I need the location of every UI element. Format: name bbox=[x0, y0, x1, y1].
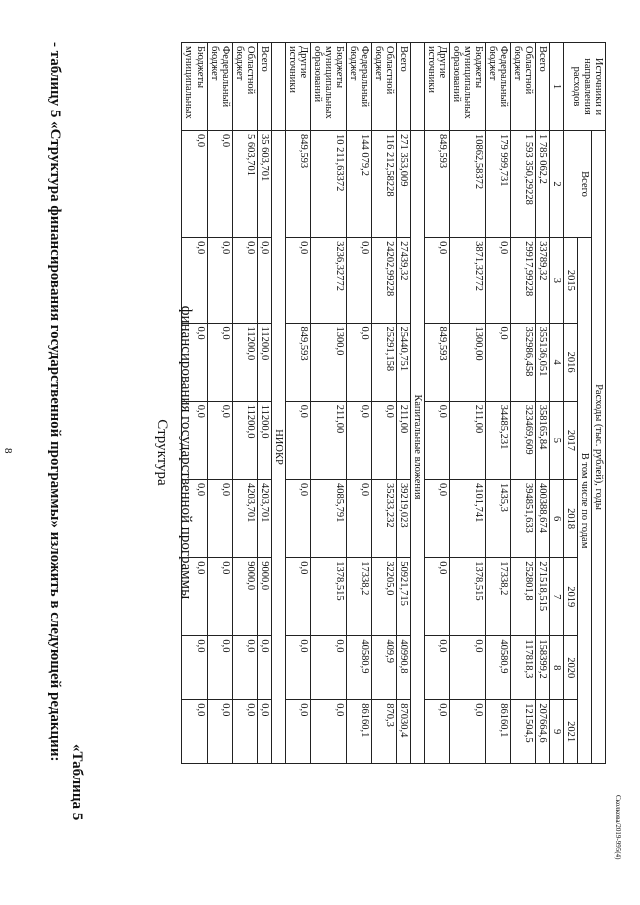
table-cell: 849,593 bbox=[285, 323, 310, 401]
header-year: 2020 bbox=[563, 636, 577, 700]
table-cell: 0,0 bbox=[449, 700, 485, 764]
table-cell: 0,0 bbox=[257, 700, 271, 764]
table-cell: 0,0 bbox=[346, 479, 371, 557]
table-cell: 121504,5 bbox=[510, 700, 535, 764]
table-cell: 409,9 bbox=[371, 636, 396, 700]
section-row bbox=[410, 43, 424, 764]
row-label: Федеральный бюджет bbox=[485, 43, 510, 131]
table-row bbox=[535, 43, 549, 764]
section-label-blank bbox=[271, 43, 285, 131]
header-year: 2019 bbox=[563, 558, 577, 636]
table-row bbox=[346, 43, 371, 764]
table-cell: 400388,674 bbox=[535, 479, 549, 557]
table-cell: 0,0 bbox=[346, 323, 371, 401]
header-column-number: 4 bbox=[549, 323, 563, 401]
table-cell: 0,0 bbox=[232, 700, 257, 764]
table-cell: 0,0 bbox=[207, 323, 232, 401]
row-label: Областной бюджет bbox=[371, 43, 396, 131]
table-cell: 211,00 bbox=[449, 401, 485, 479]
table-cell: 0,0 bbox=[232, 636, 257, 700]
table-cell: 207664,6 bbox=[535, 700, 549, 764]
table-cell: 33789,32 bbox=[535, 238, 549, 323]
table-cell: 0,0 bbox=[207, 558, 232, 636]
table-row bbox=[424, 43, 449, 764]
table-cell: 3871,32772 bbox=[449, 238, 485, 323]
table-cell: 0,0 bbox=[182, 401, 207, 479]
table-cell: 0,0 bbox=[424, 479, 449, 557]
table-row bbox=[396, 43, 410, 764]
table-cell: 0,0 bbox=[207, 636, 232, 700]
table-row bbox=[257, 43, 271, 764]
table-cell: 11200,0 bbox=[257, 323, 271, 401]
table-cell: 211,00 bbox=[396, 401, 410, 479]
table-cell: 4203,701 bbox=[232, 479, 257, 557]
table-cell: 11200,0 bbox=[257, 401, 271, 479]
page-number: 8 bbox=[2, 448, 14, 454]
table-row bbox=[232, 43, 257, 764]
table-label: «Таблица 5 bbox=[69, 744, 85, 821]
document-footnote: Сколкова/2019-995(4) bbox=[614, 795, 622, 860]
table-cell: 0,0 bbox=[207, 401, 232, 479]
table-cell: 0,0 bbox=[182, 479, 207, 557]
table-row bbox=[485, 43, 510, 764]
table-cell: 849,593 bbox=[285, 131, 310, 238]
table-cell: 179 999,731 bbox=[485, 131, 510, 238]
table-cell: 0,0 bbox=[285, 636, 310, 700]
table-cell: 271518,515 bbox=[535, 558, 549, 636]
table-cell: 0,0 bbox=[310, 700, 346, 764]
table-row bbox=[510, 43, 535, 764]
amendment-intro-text: - таблицу 5 «Структура финансирования государственной программы» изложить в следующей редакции: bbox=[47, 42, 63, 762]
table-cell: 10862,58372 bbox=[449, 131, 485, 238]
header-column-number: 5 bbox=[549, 401, 563, 479]
table-cell: 17338,2 bbox=[346, 558, 371, 636]
header-year: 2017 bbox=[563, 401, 577, 479]
table-cell: 34485,231 bbox=[485, 401, 510, 479]
table-cell: 394851,633 bbox=[510, 479, 535, 557]
table-cell: 1435,3 bbox=[485, 479, 510, 557]
financing-structure-table bbox=[181, 42, 606, 764]
table-row bbox=[285, 43, 310, 764]
table-cell: 0,0 bbox=[424, 401, 449, 479]
table-cell: 3236,32772 bbox=[310, 238, 346, 323]
table-cell: 0,0 bbox=[182, 131, 207, 238]
table-cell: 27439,32 bbox=[396, 238, 410, 323]
table-cell: 158399,2 bbox=[535, 636, 549, 700]
row-label: Другие источники bbox=[285, 43, 310, 131]
header-year: 2016 bbox=[563, 323, 577, 401]
header-year: 2021 bbox=[563, 700, 577, 764]
row-label: Всего bbox=[257, 43, 271, 131]
table-cell: 0,0 bbox=[485, 238, 510, 323]
table-cell: 17338,2 bbox=[485, 558, 510, 636]
table-cell: 50921,715 bbox=[396, 558, 410, 636]
table-cell: 116 212,58228 bbox=[371, 131, 396, 238]
table-cell: 0,0 bbox=[485, 323, 510, 401]
table-cell: 0,0 bbox=[310, 636, 346, 700]
row-label: Областной бюджет bbox=[510, 43, 535, 131]
table-cell: 211,00 bbox=[310, 401, 346, 479]
table-cell: 5 603,701 bbox=[232, 131, 257, 238]
table-cell: 40990,8 bbox=[396, 636, 410, 700]
header-source: Источники и направления расходов bbox=[563, 43, 605, 131]
table-cell: 0,0 bbox=[424, 700, 449, 764]
table-cell: 29917,99228 bbox=[510, 238, 535, 323]
table-cell: 32205,0 bbox=[371, 558, 396, 636]
table-row bbox=[207, 43, 232, 764]
table-cell: 9000,0 bbox=[232, 558, 257, 636]
table-cell: 11200,0 bbox=[232, 323, 257, 401]
header-column-number: 7 bbox=[549, 558, 563, 636]
table-cell: 86160,1 bbox=[346, 700, 371, 764]
table-cell: 25440,751 bbox=[396, 323, 410, 401]
table-cell: 0,0 bbox=[285, 401, 310, 479]
table-cell: 870,3 bbox=[371, 700, 396, 764]
table-cell: 39219,023 bbox=[396, 479, 410, 557]
table-cell: 0,0 bbox=[257, 238, 271, 323]
table-cell: 87030,4 bbox=[396, 700, 410, 764]
table-cell: 35233,232 bbox=[371, 479, 396, 557]
header-expenses: Расходы (тыс. рублей), годы bbox=[591, 131, 605, 764]
table-cell: 0,0 bbox=[285, 700, 310, 764]
section-title: НИОКР bbox=[271, 131, 285, 764]
header-year: 2018 bbox=[563, 479, 577, 557]
header-column-number: 8 bbox=[549, 636, 563, 700]
header-total: Всего bbox=[563, 131, 591, 238]
row-label: Всего bbox=[535, 43, 549, 131]
table-cell: 0,0 bbox=[285, 238, 310, 323]
table-cell: 25291,158 bbox=[371, 323, 396, 401]
table-cell: 11200,0 bbox=[232, 401, 257, 479]
table-cell: 1378,515 bbox=[310, 558, 346, 636]
table-subtitle: финансирования государственной программы bbox=[178, 305, 194, 600]
table-cell: 0,0 bbox=[207, 238, 232, 323]
table-cell: 0,0 bbox=[232, 238, 257, 323]
table-cell: 352986,458 bbox=[510, 323, 535, 401]
table-cell: 358165,84 bbox=[535, 401, 549, 479]
table-row bbox=[371, 43, 396, 764]
table-cell: 0,0 bbox=[285, 558, 310, 636]
table-cell: 271 353,009 bbox=[396, 131, 410, 238]
table-cell: 40580,9 bbox=[485, 636, 510, 700]
row-label: Областной бюджет bbox=[232, 43, 257, 131]
table-cell: 0,0 bbox=[182, 238, 207, 323]
table-cell: 252801,8 bbox=[510, 558, 535, 636]
row-label: Бюджеты муниципальных образований bbox=[449, 43, 485, 131]
row-label: Бюджеты муниципальных образований bbox=[310, 43, 346, 131]
table-cell: 35 603,701 bbox=[257, 131, 271, 238]
table-cell: 40580,9 bbox=[346, 636, 371, 700]
table-cell: 4203,701 bbox=[257, 479, 271, 557]
table-cell: 0,0 bbox=[424, 238, 449, 323]
header-column-number: 1 bbox=[549, 43, 563, 131]
table-cell: 0,0 bbox=[449, 636, 485, 700]
table-row bbox=[449, 43, 485, 764]
table-cell: 10 211,63372 bbox=[310, 131, 346, 238]
table-cell: 0,0 bbox=[371, 401, 396, 479]
header-year: 2015 bbox=[563, 238, 577, 323]
table-row bbox=[310, 43, 346, 764]
table-cell: 1 593 350,29228 bbox=[510, 131, 535, 238]
section-label-blank bbox=[410, 43, 424, 131]
table-cell: 0,0 bbox=[424, 636, 449, 700]
table-cell: 0,0 bbox=[182, 558, 207, 636]
table-cell: 0,0 bbox=[346, 401, 371, 479]
header-column-number: 6 bbox=[549, 479, 563, 557]
table-cell: 0,0 bbox=[182, 323, 207, 401]
table-cell: 144 079,2 bbox=[346, 131, 371, 238]
table-cell: 323469,609 bbox=[510, 401, 535, 479]
table-cell: 1378,515 bbox=[449, 558, 485, 636]
header-column-number: 3 bbox=[549, 238, 563, 323]
section-row bbox=[271, 43, 285, 764]
table-cell: 0,0 bbox=[207, 131, 232, 238]
table-cell: 86160,1 bbox=[485, 700, 510, 764]
table-cell: 0,0 bbox=[182, 636, 207, 700]
row-label: Бюджеты муниципальных bbox=[182, 43, 207, 131]
table-cell: 1 785 062,2 bbox=[535, 131, 549, 238]
table-cell: 0,0 bbox=[207, 700, 232, 764]
table-cell: 117818,3 bbox=[510, 636, 535, 700]
table-row bbox=[182, 43, 207, 764]
row-label: Другие источники bbox=[424, 43, 449, 131]
table-cell: 849,593 bbox=[424, 131, 449, 238]
table-cell: 9000,0 bbox=[257, 558, 271, 636]
table-cell: 0,0 bbox=[207, 479, 232, 557]
row-label: Федеральный бюджет bbox=[346, 43, 371, 131]
table-cell: 849,593 bbox=[424, 323, 449, 401]
row-label: Федеральный бюджет bbox=[207, 43, 232, 131]
header-column-number: 2 bbox=[549, 131, 563, 238]
table-cell: 0,0 bbox=[182, 700, 207, 764]
table-cell: 24202,99228 bbox=[371, 238, 396, 323]
row-label: Всего bbox=[396, 43, 410, 131]
table-cell: 1300,00 bbox=[449, 323, 485, 401]
table-cell: 1300,0 bbox=[310, 323, 346, 401]
header-column-number: 9 bbox=[549, 700, 563, 764]
section-title: Капитальные вложения bbox=[410, 131, 424, 764]
table-cell: 355136,051 bbox=[535, 323, 549, 401]
table-cell: 0,0 bbox=[346, 238, 371, 323]
table-cell: 0,0 bbox=[257, 636, 271, 700]
table-cell: 4101,741 bbox=[449, 479, 485, 557]
table-cell: 0,0 bbox=[285, 479, 310, 557]
header-incl-years: В том числе по годам bbox=[577, 238, 591, 764]
table-cell: 4085,791 bbox=[310, 479, 346, 557]
table-title: Структура bbox=[154, 419, 170, 486]
table-cell: 0,0 bbox=[424, 558, 449, 636]
